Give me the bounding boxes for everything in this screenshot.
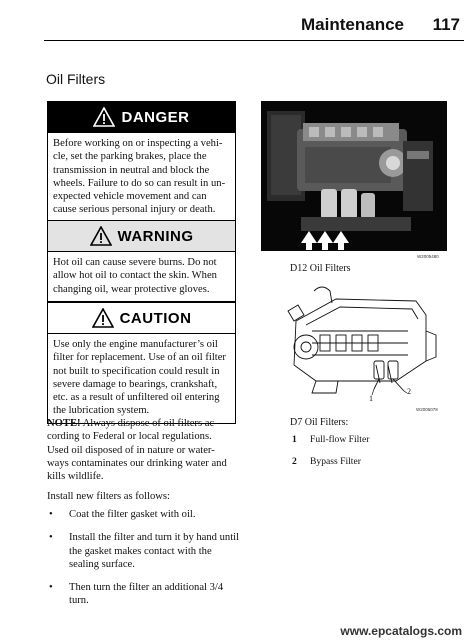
danger-label: DANGER (121, 108, 190, 126)
danger-line: cle, set the parking brakes, place the (53, 151, 207, 163)
danger-line: expected vehicle movement and can (53, 191, 207, 203)
photo-code: W2005480 (417, 254, 439, 259)
note-label: NOTE! (47, 418, 81, 429)
step-text: Then turn the filter an additional 3/4 turn. (69, 582, 224, 607)
legend-row (292, 434, 369, 456)
install-steps (47, 508, 243, 618)
legend-number: 2 (292, 456, 297, 467)
caution-header (48, 303, 235, 334)
header-title: Maintenance (301, 15, 404, 34)
warning-box (47, 220, 236, 302)
caution-line: not built to specification could result in (53, 365, 220, 377)
d7-caption: D7 Oil Filters: (290, 417, 349, 428)
danger-header (48, 102, 235, 133)
caution-box (47, 302, 236, 424)
callout-2: 2 (407, 387, 411, 396)
page-header (0, 0, 474, 42)
filter-legend (292, 434, 369, 478)
danger-text (48, 133, 235, 222)
drawing-code: W2005078 (416, 407, 438, 412)
warning-header (48, 221, 235, 252)
note-paragraph (47, 417, 243, 483)
step-text: Coat the filter gasket with oil. (69, 509, 196, 520)
danger-box (47, 101, 236, 223)
note-line: ways contaminates our drinking water and (47, 457, 227, 469)
page-number: 117 (432, 15, 460, 34)
watermark: www.epcatalogs.com (340, 624, 462, 638)
note-line: Used oil disposed of in nature or water- (47, 444, 215, 456)
warning-line: allow hot oil to contact the skin. When (53, 270, 217, 282)
caution-line: filter for replacement. Use of an oil filter (53, 352, 226, 364)
caution-line: the lubrication system. (53, 405, 150, 417)
danger-line: Before working on or inspecting a vehi- (53, 138, 223, 149)
note-line: Always dispose of oil filters ac- (80, 418, 218, 429)
engine-drawing (276, 281, 444, 403)
bullet: • (49, 509, 53, 520)
d12-caption: D12 Oil Filters (290, 263, 351, 274)
note-line: cording to Federal or local regulations. (47, 431, 212, 443)
engine-photo-illustration (261, 101, 447, 251)
warning-triangle-icon (93, 107, 115, 127)
bullet: • (49, 532, 53, 544)
install-intro: Install new filters as follows: (47, 491, 170, 502)
caution-text (48, 334, 235, 423)
warning-triangle-icon (92, 308, 114, 328)
legend-row (292, 456, 369, 478)
header-rule (44, 40, 464, 41)
engine-photo (261, 101, 447, 251)
callout-1: 1 (369, 394, 373, 403)
warning-triangle-icon (90, 226, 112, 246)
caution-line: severe damage to bearings, crankshaft, (53, 378, 218, 390)
engine-line-drawing (276, 281, 444, 403)
legend-text: Bypass Filter (310, 456, 361, 467)
bullet: • (49, 582, 53, 594)
danger-line: transmission in neutral and block the (53, 164, 210, 176)
caution-line: Use only the engine manufacturer’s oil (53, 339, 218, 350)
note-line: kills wildlife. (47, 471, 104, 483)
warning-line: Hot oil can cause severe burns. Do not (53, 257, 217, 268)
list-item (47, 508, 243, 521)
warning-line: changing oil, wear protective gloves. (53, 283, 210, 295)
step-text: Install the filter and turn it by hand until the gasket makes contact with the sealing surface. (69, 532, 240, 570)
list-item (47, 531, 243, 571)
warning-text (48, 252, 235, 301)
danger-line: cause serious personal injury or death. (53, 204, 216, 216)
legend-text: Full-flow Filter (310, 434, 370, 445)
list-item (47, 581, 243, 608)
caution-label: CAUTION (119, 309, 192, 327)
danger-line: wheels. Failure to do so can result in un- (53, 177, 226, 189)
caution-line: etc. as a result of unfiltered oil entering (53, 392, 220, 404)
warning-label: WARNING (117, 227, 194, 245)
legend-number: 1 (292, 434, 297, 445)
section-title: Oil Filters (46, 71, 106, 87)
